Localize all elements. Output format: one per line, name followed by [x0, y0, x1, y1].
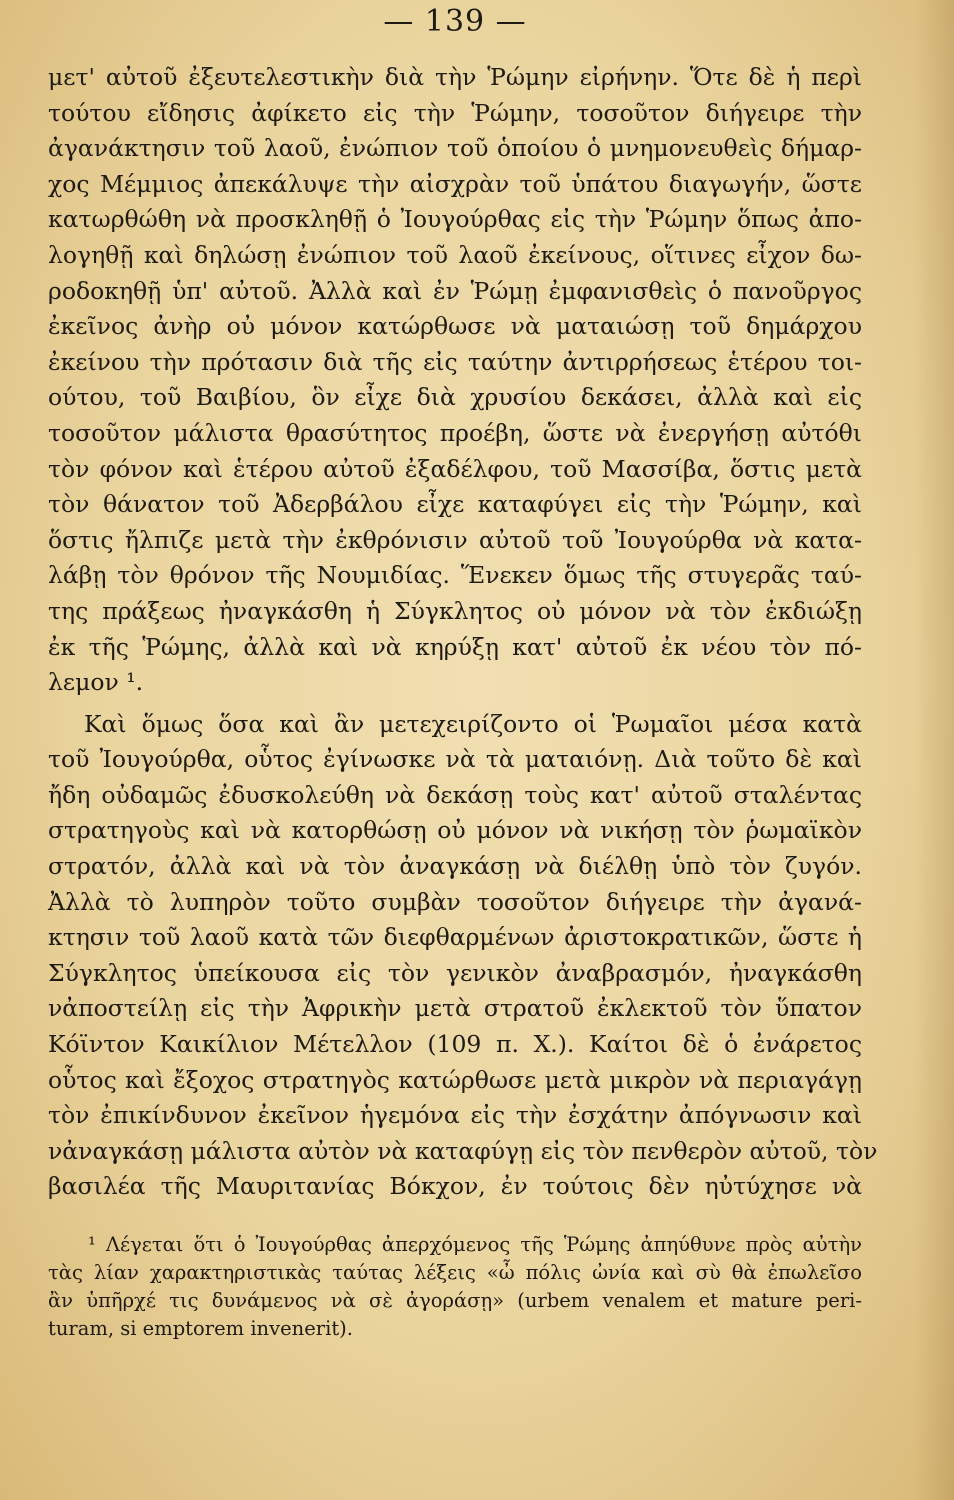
- text-line: λάβῃ τὸν θρόνον τῆς Νουμιδίας. Ἕνεκεν ὅμως τῆς στυγερᾶς ταύ-: [48, 561, 862, 590]
- text-line: τὸν φόνον καὶ ἑτέρου αὐτοῦ ἐξαδέλφου, τοῦ Μασσίβα, ὅστις μετὰ: [48, 454, 862, 483]
- text-line: Σύγκλητος ὑπείκουσα εἰς τὸν γενικὸν ἀναβρασμόν, ἠναγκάσθη: [48, 958, 862, 987]
- text-line: Κόϊντον Καικίλιον Μέτελλον (109 π. Χ.). Καίτοι δὲ ὁ ἐνάρετος: [48, 1030, 862, 1059]
- text-line: τούτου εἴδησις ἀφίκετο εἰς τὴν Ῥώμην, τοσοῦτον διήγειρε τὴν: [48, 98, 862, 127]
- text-line: Καὶ ὅμως ὅσα καὶ ἂν μετεχειρίζοντο οἱ Ῥωμαῖοι μέσα κατὰ: [84, 709, 862, 738]
- text-line: ἤδη οὐδαμῶς ἐδυσκολεύθη νὰ δεκάσῃ τοὺς κατ' αὐτοῦ σταλέντας: [48, 780, 862, 809]
- text-line: κτησιν τοῦ λαοῦ κατὰ τῶν διεφθαρμένων ἀριστοκρατικῶν, ὥστε ἡ: [48, 923, 862, 952]
- text-line: στρατόν, ἀλλὰ καὶ νὰ τὸν ἀναγκάσῃ νὰ διέλθῃ ὑπὸ τὸν ζυγόν.: [48, 852, 862, 881]
- text-line: ροδοκηθῇ ὑπ' αὐτοῦ. Ἀλλὰ καὶ ἐν Ῥώμῃ ἐμφανισθεὶς ὁ πανοῦργος: [48, 276, 862, 305]
- text-line: λογηθῇ καὶ δηλώσῃ ἐνώπιον τοῦ λαοῦ ἐκείνους, οἵτινες εἶχον δω-: [48, 240, 862, 269]
- text-line: κατωρθώθη νὰ προσκληθῇ ὁ Ἰουγούρθας εἰς τὴν Ῥώμην ὅπως ἀπο-: [48, 205, 862, 234]
- footnote-line: ¹ Λέγεται ὅτι ὁ Ἰουγούρθας ἀπερχόμενος τῆς Ῥώμης ἀπηύθυνε πρὸς αὐτὴν: [88, 1233, 862, 1256]
- text-line: τὸν ἐπικίνδυνον ἐκεῖνον ἡγεμόνα εἰς τὴν ἐσχάτην ἀπόγνωσιν καὶ: [48, 1101, 862, 1130]
- text-line: στρατηγοὺς καὶ νὰ κατορθώσῃ οὐ μόνον νὰ νικήσῃ τὸν ῥωμαϊκὸν: [48, 816, 862, 845]
- text-line: χος Μέμμιος ἀπεκάλυψε τὴν αἰσχρὰν τοῦ ὑπάτου διαγωγήν, ὥστε: [48, 169, 862, 198]
- text-line: τοῦ Ἰουγούρθα, οὗτος ἐγίνωσκε νὰ τὰ ματαιόνῃ. Διὰ τοῦτο δὲ καὶ: [48, 745, 862, 774]
- text-line: Ἀλλὰ τὸ λυπηρὸν τοῦτο συμβὰν τοσοῦτον διήγειρε τὴν ἀγανά-: [48, 887, 862, 916]
- text-line: ἐκ τῆς Ῥώμης, ἀλλὰ καὶ νὰ κηρύξῃ κατ' αὐτοῦ ἐκ νέου τὸν πό-: [48, 632, 862, 661]
- text-line: βασιλέα τῆς Μαυριτανίας Βόκχον, ἐν τούτοις δὲν ηὐτύχησε νὰ: [48, 1172, 862, 1201]
- footnote: [48, 1231, 862, 1343]
- text-line: τοσοῦτον μάλιστα θρασύτητος προέβη, ὥστε νὰ ἐνεργήσῃ αὐτόθι: [48, 418, 862, 447]
- paragraph-1: [48, 60, 862, 701]
- text-line: οὗτος καὶ ἔξοχος στρατηγὸς κατώρθωσε μετὰ μικρὸν νὰ περιαγάγῃ: [48, 1065, 862, 1094]
- text-line: μετ' αὐτοῦ ἐξευτελεστικὴν διὰ τὴν Ῥώμην εἰρήνην. Ὅτε δὲ ἡ περὶ: [48, 63, 862, 91]
- text-line: νἀποστείλῃ εἰς τὴν Ἀφρικὴν μετὰ στρατοῦ ἐκλεκτοῦ τὸν ὕπατον: [48, 994, 862, 1023]
- page-edge-shading: [914, 0, 954, 1500]
- text-line: τὸν θάνατον τοῦ Ἀδερβάλου εἶχε καταφύγει εἰς τὴν Ῥώμην, καὶ: [48, 490, 862, 519]
- text-line: της πράξεως ἠναγκάσθη ἡ Σύγκλητος οὐ μόνον νὰ τὸν ἐκδιώξῃ: [48, 596, 862, 625]
- footnote-line: τὰς λίαν χαρακτηριστικὰς ταύτας λέξεις «ὦ πόλις ὠνία καὶ σὺ θὰ ἐπωλεῖσο: [48, 1261, 862, 1284]
- text-line: ούτου, τοῦ Βαιβίου, ὃν εἶχε διὰ χρυσίου δεκάσει, ἀλλὰ καὶ εἰς: [48, 383, 862, 412]
- text-line: ἀγανάκτησιν τοῦ λαοῦ, ἐνώπιον τοῦ ὁποίου ὁ μνημονευθεὶς δήμαρ-: [48, 134, 862, 163]
- text-line: ἐκεῖνος ἀνὴρ οὐ μόνον κατώρθωσε νὰ ματαιώσῃ τοῦ δημάρχου: [48, 312, 862, 341]
- text-line: νἀναγκάσῃ μάλιστα αὐτὸν νὰ καταφύγῃ εἰς τὸν πενθερὸν αὐτοῦ, τὸν: [48, 1136, 878, 1165]
- paragraph-2: [48, 707, 878, 1205]
- text-line: ἐκείνου τὴν πρότασιν διὰ τῆς εἰς ταύτην ἀντιρρήσεως ἑτέρου τοι-: [48, 347, 862, 376]
- main-text: [48, 60, 878, 1205]
- text-line: λεμον ¹.: [48, 668, 144, 697]
- page-number: — 139 —: [383, 4, 527, 39]
- text-line: ὅστις ἤλπιζε μετὰ τὴν ἐκθρόνισιν αὐτοῦ τοῦ Ἰουγούρθα νὰ κατα-: [48, 525, 862, 554]
- footnote-line: turam, si emptorem invenerit).: [48, 1317, 353, 1340]
- footnote-line: ἂν ὑπῆρχέ τις δυνάμενος νὰ σὲ ἀγοράσῃ» (urbem venalem et mature peri-: [48, 1289, 862, 1312]
